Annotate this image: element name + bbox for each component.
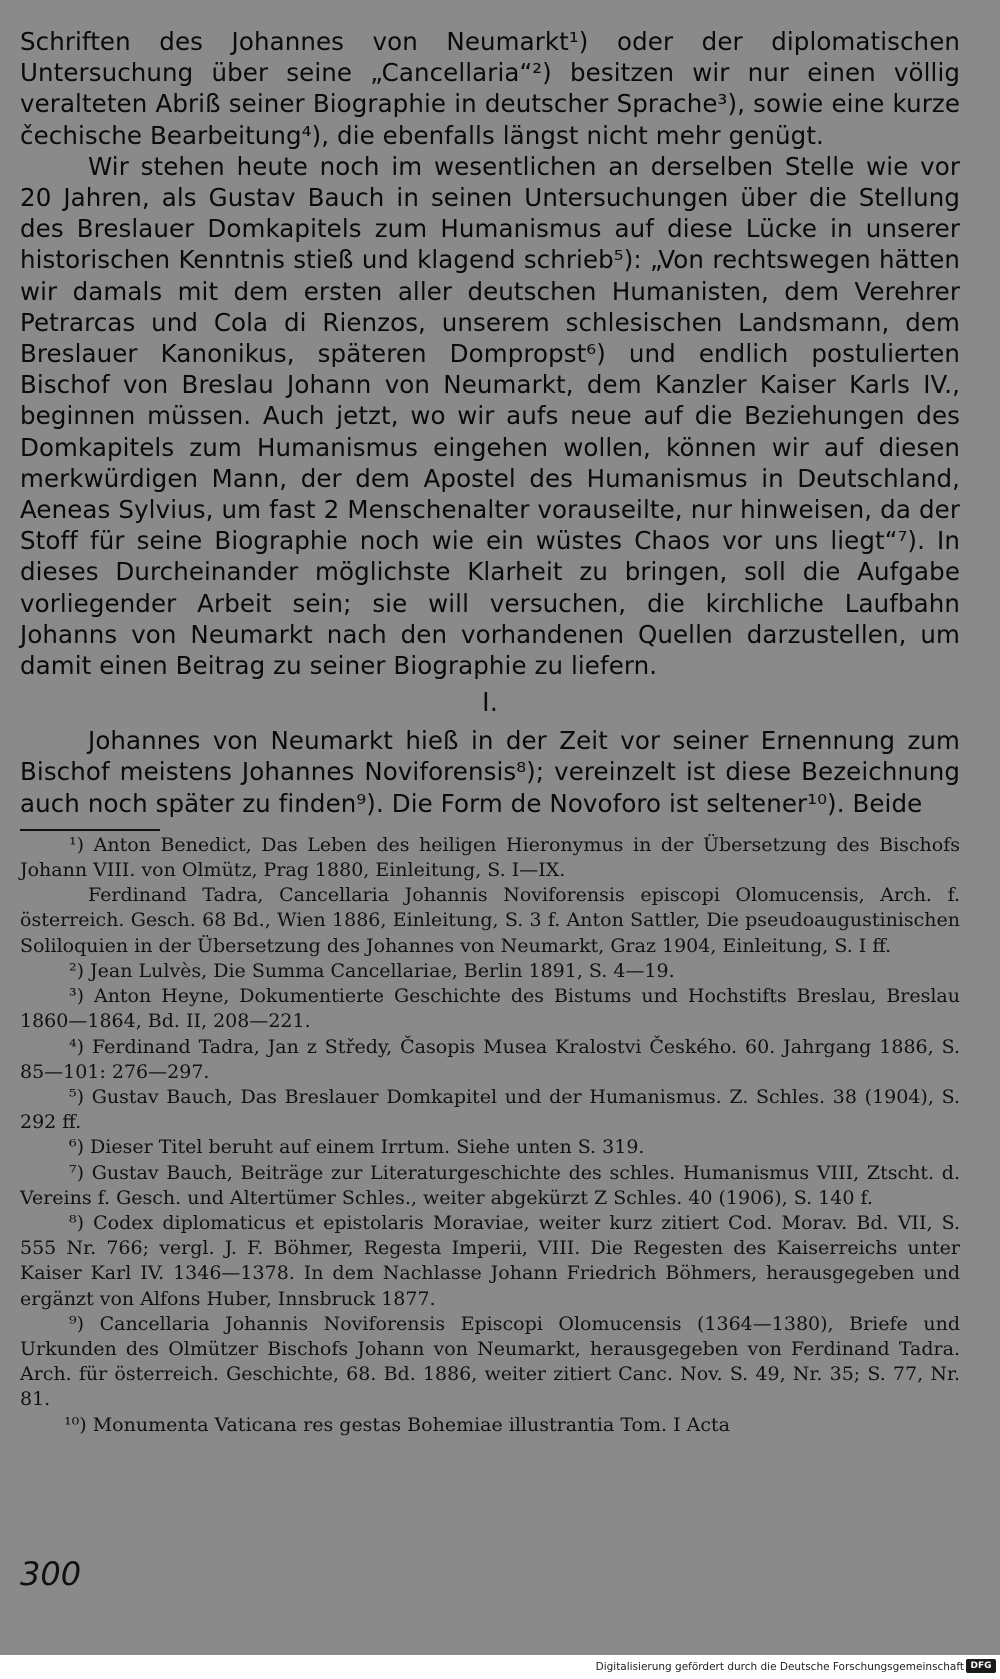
footnote-text: Dieser Titel beruht auf einem Irrtum. Siehe unten S. 319. xyxy=(90,1136,645,1159)
footnote-text: Cancellaria Johannis Noviforensis Episcopi Olomucensis (1364—1380), Briefe und Urkunden des Olmützer Bischofs Johann von Neumarkt, herausgegeben von Ferdinand Tadra. Arch. für österreich. Geschichte, 68. Bd. 1886, weiter zitiert Canc. Nov. S. 49, Nr. 35; S. 77, Nr. 81. xyxy=(20,1312,960,1411)
footnote-number: ⁷) xyxy=(68,1161,84,1184)
footnote-text: Anton Heyne, Dokumentierte Geschichte des Bistums und Hochstifts Breslau, Breslau 1860—1864, Bd. II, 208—221. xyxy=(20,985,960,1033)
footnote-text: Ferdinand Tadra, Jan z Středy, Časopis Musea Kralostvi Českého. 60. Jahrgang 1886, S. 85—101: 276—297. xyxy=(20,1035,960,1083)
footnotes xyxy=(20,833,960,1438)
footnote-5 xyxy=(20,1085,960,1135)
footnote-8 xyxy=(20,1211,960,1312)
footnote-number: ⁴) xyxy=(68,1035,84,1058)
footnote-4 xyxy=(20,1035,960,1085)
digitization-footer xyxy=(0,1655,1000,1679)
section-paragraph: Johannes von Neumarkt hieß in der Zeit vor seiner Ernennung zum Bischof meistens Johannes Noviforensis⁸); vereinzelt ist diese Bezeichnung auch noch später zu finden⁹). Die Form de Novoforo ist seltener¹⁰). Beide xyxy=(20,726,960,818)
footnote-7 xyxy=(20,1161,960,1211)
footnote-2 xyxy=(20,959,960,984)
footnote-3 xyxy=(20,984,960,1034)
footnote-number: ⁸) xyxy=(68,1211,84,1234)
footnote-divider xyxy=(20,829,160,831)
footnote-number: ¹⁰) xyxy=(64,1413,87,1436)
footnote-number: ²) xyxy=(68,959,84,982)
body-paragraph-2: Wir stehen heute noch im wesentlichen an derselben Stelle wie vor 20 Jahren, als Gustav Bauch in seinen Untersuchungen über die Stellung des Breslauer Domkapitels zum Humanismus auf diese Lücke in unserer historischen Kenntnis stieß und klagend schrieb⁵): „Von rechtswegen hätten wir damals mit dem ersten aller deutschen Humanisten, dem Verehrer Petrarcas und Cola di Rienzos, unserem schlesischen Landsmann, dem Breslauer Kanonikus, späteren Dompropst⁶) und endlich postulierten Bischof von Breslau Johann von Neumarkt, dem Kanzler Kaiser Karls IV., beginnen müssen. Auch jetzt, wo wir aufs neue auf die Beziehungen des Domkapitels zum Humanismus eingehen wollen, können wir auf diesen merkwürdigen Mann, der dem Apostel des Humanismus in Deutschland, Aeneas Sylvius, um fast 2 Menschenalter vorauseilte, nur hinweisen, da der Stoff für seine Biographie noch wie ein wüstes Chaos vor uns liegt“⁷). In dieses Durcheinander möglichste Klarheit zu bringen, soll die Aufgabe vorliegender Arbeit sein; sie will versuchen, die kirchliche Laufbahn Johanns von Neumarkt nach den vorhandenen Quellen darzustellen, um damit einen Beitrag zu seiner Biographie zu liefern. xyxy=(20,151,960,681)
footnote-number: ¹) xyxy=(68,833,84,856)
section-heading: I. xyxy=(482,688,498,719)
footnote-number: ⁹) xyxy=(68,1312,84,1335)
footnote-text: Codex diplomaticus et epistolaris Moraviae, weiter kurz zitiert Cod. Morav. Bd. VII, S. 555 Nr. 766; vergl. J. F. Böhmer, Regesta Imperii, VIII. Die Regesten des Kaiserreichs unter Kaiser Karl IV. 1346—1378. In dem Nachlasse Johann Friedrich Böhmers, herausgegeben und ergänzt von Alfons Huber, Innsbruck 1877. xyxy=(20,1211,960,1310)
footnote-1 xyxy=(20,833,960,883)
footnote-number: ⁵) xyxy=(68,1085,84,1108)
footnote-10 xyxy=(20,1413,960,1438)
footnote-text: Jean Lulvès, Die Summa Cancellariae, Berlin 1891, S. 4—19. xyxy=(90,959,675,982)
dfg-logo-icon: DFG xyxy=(966,1659,996,1673)
footnote-9 xyxy=(20,1312,960,1413)
footnote-6 xyxy=(20,1135,960,1160)
footnote-text: Monumenta Vaticana res gestas Bohemiae illustrantia Tom. I Acta xyxy=(92,1413,730,1436)
footnote-number: ⁶) xyxy=(68,1136,84,1159)
footer-credit: Digitalisierung gefördert durch die Deutsche Forschungsgemeinschaft xyxy=(595,1661,964,1673)
body-paragraph-1: Schriften des Johannes von Neumarkt¹) oder der diplomatischen Untersuchung über seine „Cancellaria“²) besitzen wir nur einen völlig veralteten Abriß seiner Biographie in deutscher Sprache³), sowie eine kurze čechische Bearbeitung⁴), die ebenfalls längst nicht mehr genügt. xyxy=(20,27,960,150)
footnote-text: Gustav Bauch, Das Breslauer Domkapitel und der Humanismus. Z. Schles. 38 (1904), S. 292 ff. xyxy=(20,1085,960,1134)
footnote-1-continuation: Ferdinand Tadra, Cancellaria Johannis Noviforensis episcopi Olomucensis, Arch. f. österreich. Gesch. 68 Bd., Wien 1886, Einleitung, S. 3 f. Anton Sattler, Die pseudoaugustinischen Soliloquien in der Übersetzung des Johannes von Neumarkt, Graz 1904, Einleitung, S. I ff. xyxy=(20,884,960,957)
footnote-text: Gustav Bauch, Beiträge zur Literaturgeschichte des schles. Humanismus VIII, Ztscht. d. Vereins f. Gesch. und Altertümer Schles., weiter abgekürzt Z Schles. 40 (1906), S. 140 f. xyxy=(20,1161,960,1209)
footnote-number: ³) xyxy=(68,985,84,1008)
page-number: 300 xyxy=(20,1555,82,1593)
footnote-text: Anton Benedict, Das Leben des heiligen Hieronymus in der Übersetzung des Bischofs Johann VIII. von Olmütz, Prag 1880, Einleitung, S. I—IX. xyxy=(20,833,960,882)
